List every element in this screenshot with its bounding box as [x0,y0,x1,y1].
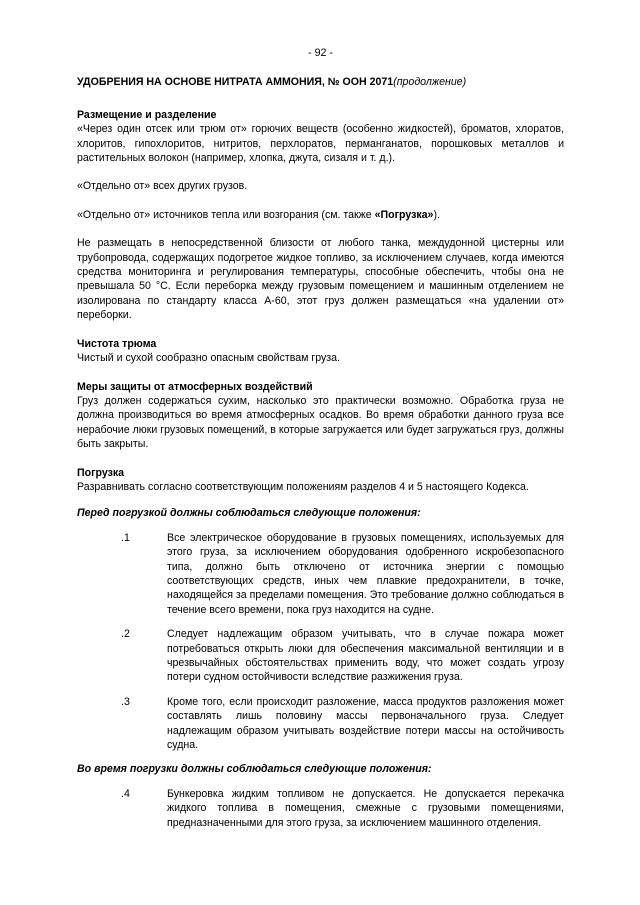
list-item [77,531,564,617]
loading-heading: Погрузка [77,466,125,479]
item-number: .3 [121,695,130,708]
stowage-paragraph-4: Не размещать в непосредственной близости от любого танка, междудонной цистерны или трубопровода, содержащих подогретое жидкое топливо, за исключением случаев, когда имеются средства мониторинга и регулирования температуры, способные обеспечить, чтобы она не превышала 50 °C. Если переборка между грузовым помещением и машинным отделением не изолирована по стандарту класса А-60, этот груз должен размещаться «на удалении от» переборки. [77,237,564,322]
stowage-p3-after: ). [433,208,440,221]
item-number: .4 [121,787,130,800]
title-main: УДОБРЕНИЯ НА ОСНОВЕ НИТРАТА АММОНИЯ, № ООН 2071 [77,76,394,89]
item-number: .2 [121,628,130,641]
stowage-paragraph-1: «Через один отсек или трюм от» горючих веществ (особенно жидкостей), броматов, хлоратов, хлоритов, гипохлоритов, нитритов, перхлоратов, перманганатов, порошковых металлов и растительных волокон (например, хлопка, джута, сизаля и т. д.). [77,123,564,165]
cleanliness-heading: Чистота трюма [77,337,157,350]
list-item [77,627,564,685]
weather-text: Груз должен содержаться сухим, насколько это практически возможно. Обработка груза не должна производиться во время атмосферных осадков. Во время обработки данного груза все нерабочие люки грузовых помещений, в которые загружается или будет загружаться груз, должны быть закрыты. [77,394,564,451]
during-loading-heading: Во время погрузки должны соблюдаться следующие положения: [77,763,432,776]
item-text: Все электрическое оборудование в грузовых помещениях, используемых для этого груза, за исключением оборудования одобренного искробезопасного типа, должно быть отключено от источника энергии с помощью соответствующих средств, иных чем плавкие предохранители, в точке, находящейся за пределами помещения. Это требование должно соблюдаться в течение всего времени, пока груз находится на судне. [167,531,564,616]
loading-text: Разравнивать согласно соответствующим положениям разделов 4 и 5 настоящего Кодекса. [77,480,529,493]
list-item [77,787,564,830]
document-page [77,46,564,840]
stowage-heading: Размещение и разделение [77,108,217,121]
page-number: - 92 - [308,47,333,59]
stowage-p3-before: «Отдельно от» источников тепла или возгорания (см. также [77,208,375,221]
stowage-paragraph-2: «Отдельно от» всех других грузов. [77,180,248,193]
title-suffix: (продолжение) [393,76,467,89]
document-title [77,75,564,89]
weather-heading: Меры защиты от атмосферных воздействий [77,380,313,393]
item-text: Кроме того, если происходит разложение, масса продуктов разложения может составлять лишь половину массы первоначального груза. Следует надлежащим образом учитывать воздействие потери массы на остойчивость судна. [167,695,564,752]
loading-reference: «Погрузка» [374,208,434,221]
list-item [77,695,564,753]
before-loading-heading: Перед погрузкой должны соблюдаться следующие положения: [77,507,421,520]
item-text: Следует надлежащим образом учитывать, что в случае пожара может потребоваться открыть люки для обеспечения максимальной вентиляции и в чрезвычайных обстоятельствах применить воду, что может создать угрозу потери судном остойчивости вследствие разжижения груза. [167,628,564,684]
item-number: .1 [121,531,130,544]
stowage-paragraph-3 [77,208,564,222]
cleanliness-text: Чистый и сухой сообразно опасным свойствам груза. [77,352,340,365]
item-text: Бункеровка жидким топливом не допускается. Не допускается перекачка жидкого топлива в помещения, смежные с грузовыми помещениями, предназначенными для этого груза, за исключением машинного отделения. [167,787,564,829]
